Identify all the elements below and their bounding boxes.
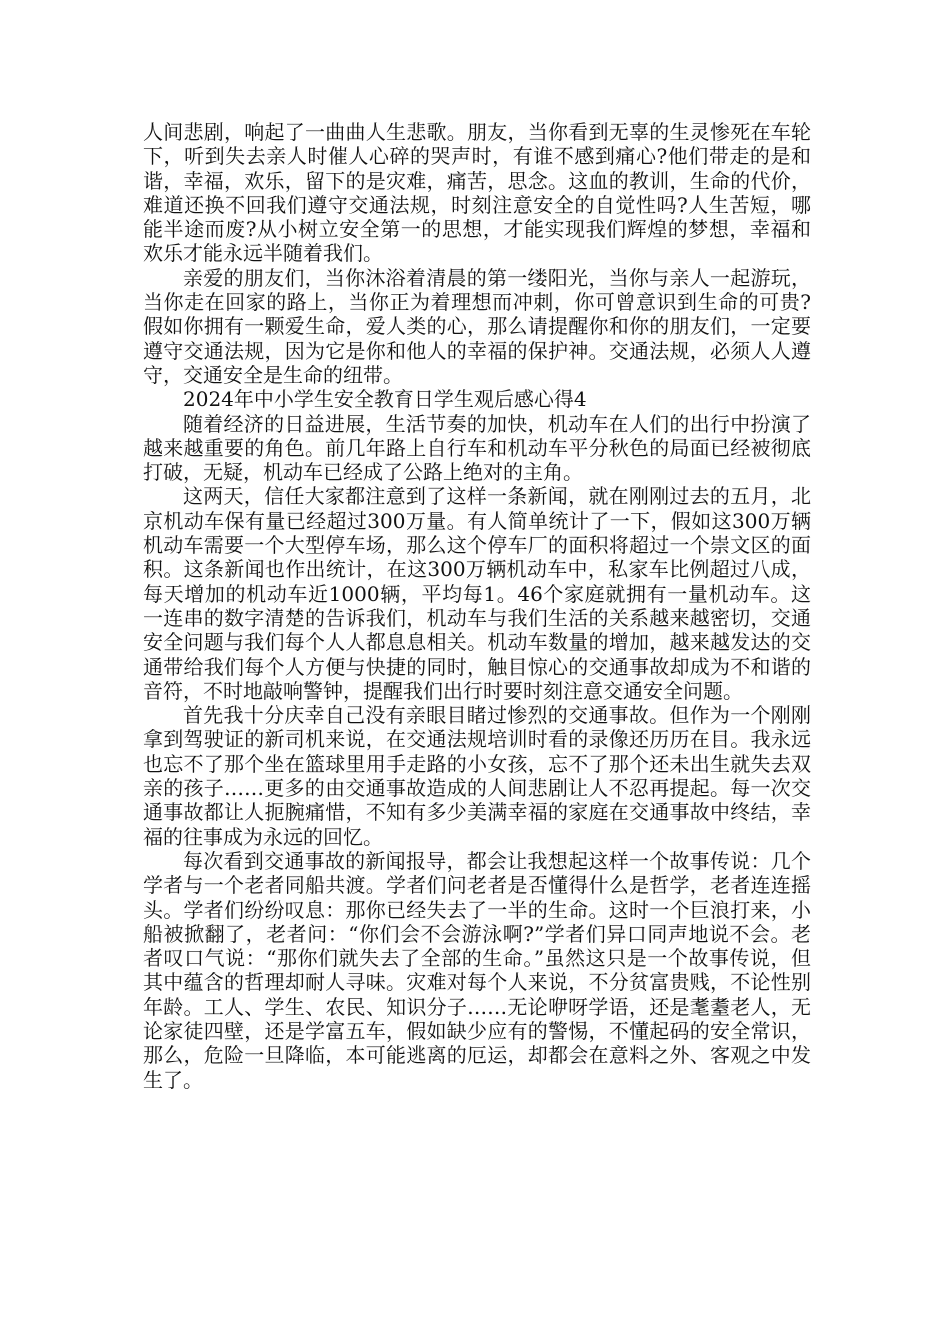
document-page bbox=[143, 120, 811, 1092]
paragraph: 亲爱的朋友们，当你沐浴着清晨的第一缕阳光，当你与亲人一起游玩，当你走在回家的路上，当你正为着理想而冲刺，你可曾意识到生命的可贵?假如你拥有一颗爱生命，爱人类的心，那么请提醒你和你的朋友们，一定要遵守交通法规，因为它是你和他人的幸福的保护神。交通法规，必须人人遵守，交通安全是生命的纽带。 bbox=[143, 265, 811, 387]
paragraph-continued: 人间悲剧，响起了一曲曲人生悲歌。朋友，当你看到无辜的生灵惨死在车轮下，听到失去亲人时催人心碎的哭声时，有谁不感到痛心?他们带走的是和谐，幸福，欢乐，留下的是灾难，痛苦，思念。这血的教训，生命的代价，难道还换不回我们遵守交通法规，时刻注意安全的自觉性吗?人生苦短，哪能半途而废?从小树立安全第一的思想，才能实现我们辉煌的梦想，幸福和欢乐才能永远半随着我们。 bbox=[143, 120, 811, 266]
paragraph: 这两天，信任大家都注意到了这样一条新闻，就在刚刚过去的五月，北京机动车保有量已经超过300万量。有人简单统计了一下，假如这300万辆机动车需要一个大型停车场，那么这个停车厂的面积将超过一个崇文区的面积。这条新闻也作出统计，在这300万辆机动车中，私家车比例超过八成，每天增加的机动车近1000辆，平均每1。46个家庭就拥有一量机动车。这一连串的数字清楚的告诉我们，机动车与我们生活的关系越来越密切，交通安全问题与我们每个人人都息息相关。机动车数量的增加，越来越发达的交通带给我们每个人方便与快捷的同时，触目惊心的交通事故却成为不和谐的音符，不时地敲响警钟，提醒我们出行时要时刻注意交通安全问题。 bbox=[143, 484, 811, 703]
section-heading: 2024年中小学生安全教育日学生观后感心得4 bbox=[183, 387, 587, 412]
paragraph: 每次看到交通事故的新闻报导，都会让我想起这样一个故事传说：几个学者与一个老者同船共渡。学者们问老者是否懂得什么是哲学，老者连连摇头。学者们纷纷叹息：那你已经失去了一半的生命。这时一个巨浪打来，小船被掀翻了，老者问：“你们会不会游泳啊?”学者们异口同声地说不会。老者叹口气说：“那你们就失去了全部的生命。”虽然这只是一个故事传说，但其中蕴含的哲理却耐人寻味。灾难对每个人来说，不分贫富贵贱，不论性别年龄。工人、学生、农民、知识分子……无论咿呀学语，还是耄耋老人，无论家徒四壁，还是学富五车，假如缺少应有的警惕，不懂起码的安全常识，那么，危险一旦降临，本可能逃离的厄运，却都会在意料之外、客观之中发生了。 bbox=[143, 848, 811, 1092]
paragraph: 首先我十分庆幸自己没有亲眼目睹过惨烈的交通事故。但作为一个刚刚拿到驾驶证的新司机来说，在交通法规培训时看的录像还历历在目。我永远也忘不了那个坐在篮球里用手走路的小女孩，忘不了那个还未出生就失去双亲的孩子……更多的由交通事故造成的人间悲剧让人不忍再提起。每一次交通事故都让人扼腕痛惜，不知有多少美满幸福的家庭在交通事故中终结，幸福的往事成为永远的回忆。 bbox=[143, 703, 811, 849]
paragraph: 随着经济的日益进展，生活节奏的加快，机动车在人们的出行中扮演了越来越重要的角色。前几年路上自行车和机动车平分秋色的局面已经被彻底打破，无疑，机动车已经成了公路上绝对的主角。 bbox=[143, 411, 811, 485]
